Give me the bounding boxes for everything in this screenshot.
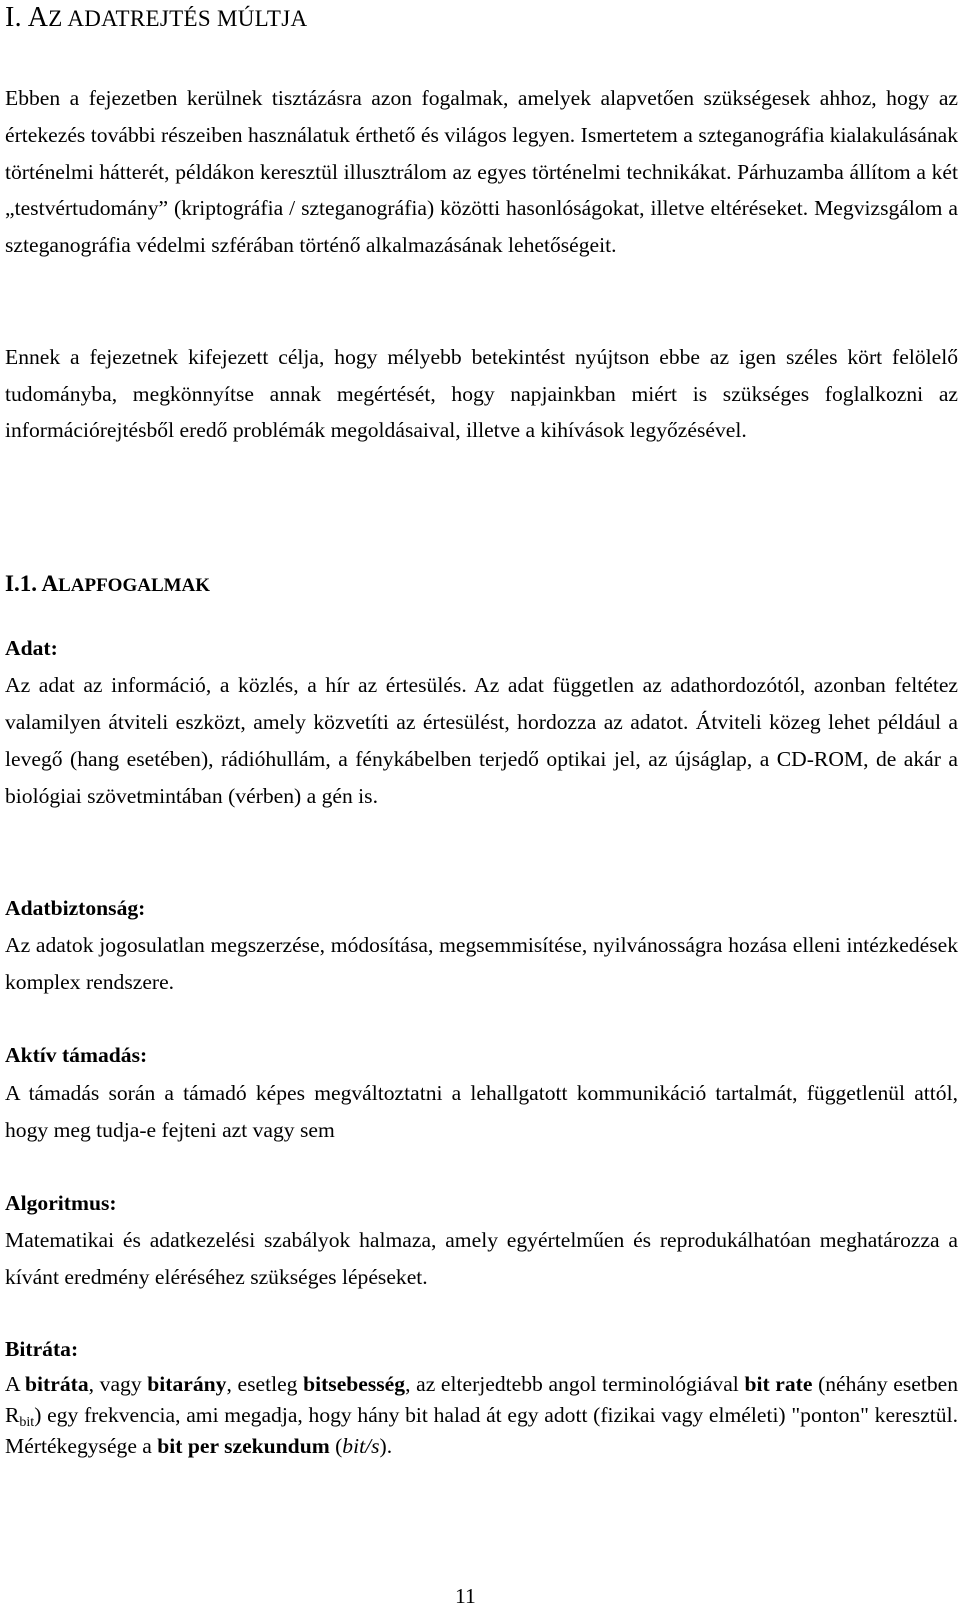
text-run: (néhány esetben R <box>5 1372 959 1427</box>
definition-algoritmus: Matematikai és adatkezelési szabályok halmaza, amely egyértelműen és reprodukálhatóan meghatározza a kívánt eredmény eléréséhez szükséges lépéseket. <box>5 1228 958 1289</box>
text-run: ( <box>329 1434 343 1458</box>
bold-term: bitsebesség <box>303 1372 406 1396</box>
definition-aktiv-tamadas: A támadás során a támadó képes megváltoztatni a lehallgatott kommunikáció tartalmát, függetlenül attól, hogy meg tudja-e fejteni azt vagy sem <box>5 1081 958 1142</box>
term-adat: Adat: <box>5 636 58 660</box>
subscript: bit <box>19 1415 35 1430</box>
section-title-rest: LAPFOGALMAK <box>58 575 211 596</box>
page-number: 11 <box>455 1584 476 1608</box>
chapter-title-initial: A <box>27 2 49 33</box>
term-algoritmus: Algoritmus: <box>5 1191 117 1215</box>
term-aktiv-tamadas: Aktív támadás: <box>5 1043 148 1067</box>
section-number: I.1. <box>5 571 42 596</box>
text-run: , az elterjedtebb angol terminológiával <box>405 1372 745 1396</box>
chapter-title <box>5 2 307 34</box>
text-run: ). <box>379 1434 393 1458</box>
intro-paragraph-2: Ennek a fejezetnek kifejezett célja, hogy mélyebb betekintést nyújtson ebbe az igen széles kört felölelő tudományba, megkönnyítse annak megértését, hogy napjainkban miért is szükséges foglalkozni az információrejtésből eredő problémák megoldásaival, illetve a kihívások legyőzésével. <box>5 345 958 443</box>
text-run: A <box>5 1372 26 1396</box>
section-title-initial: A <box>41 571 59 596</box>
bold-term: bit per szekundum <box>157 1434 330 1458</box>
bold-term: bit rate <box>744 1372 813 1396</box>
italic-unit: bit/s <box>342 1434 380 1458</box>
bold-term: bitráta <box>25 1372 89 1396</box>
text-run: , vagy <box>88 1372 148 1396</box>
section-title <box>5 571 210 597</box>
definition-adatbiztonsag: Az adatok jogosulatlan megszerzése, módosítása, megsemmisítése, nyilvánosságra hozása elleni intézkedések komplex rendszere. <box>5 933 958 994</box>
definition-bitrata <box>5 1369 958 1462</box>
term-bitrata: Bitráta: <box>5 1337 79 1361</box>
definition-adat: Az adat az információ, a közlés, a hír az értesülés. Az adat független az adathordozótól, azonban feltétez valamilyen átviteli eszközt, amely közvetíti az értesülést, hordozza az adatot. Átviteli közeg lehet például a levegő (hang esetében), rádióhullám, a fénykábelben terjedő optikai jel, az újságlap, a CD-ROM, de akár a biológiai szövetmintában (vérben) a gén is. <box>5 673 958 808</box>
chapter-number: I. <box>5 2 28 33</box>
text-run: , esetleg <box>226 1372 304 1396</box>
chapter-title-rest: Z ADATREJTÉS MÚLTJA <box>48 6 308 31</box>
term-adatbiztonsag: Adatbiztonság: <box>5 896 146 920</box>
intro-paragraph-1: Ebben a fejezetben kerülnek tisztázásra azon fogalmak, amelyek alapvetően szükségesek ahhoz, hogy az értekezés további részeiben használatuk érthető és világos legyen. Ismertetem a szteganográfia kialakulásának történelmi hátterét, példákon keresztül illusztrálom az egyes történelmi technikákat. Párhuzamba állítom a két „testvértudomány” (kriptográfia / szteganográfia) közötti hasonlóságokat, illetve eltéréseket. Megvizsgálom a szteganográfia védelmi szférában történő alkalmazásának lehetőségeit. <box>5 86 958 258</box>
bold-term: bitarány <box>147 1372 227 1396</box>
text-run: ) egy frekvencia, ami megadja, hogy hány bit halad át egy adott (fizikai vagy elméleti) "ponton" keresztül. Mértékegysége a <box>5 1403 958 1458</box>
